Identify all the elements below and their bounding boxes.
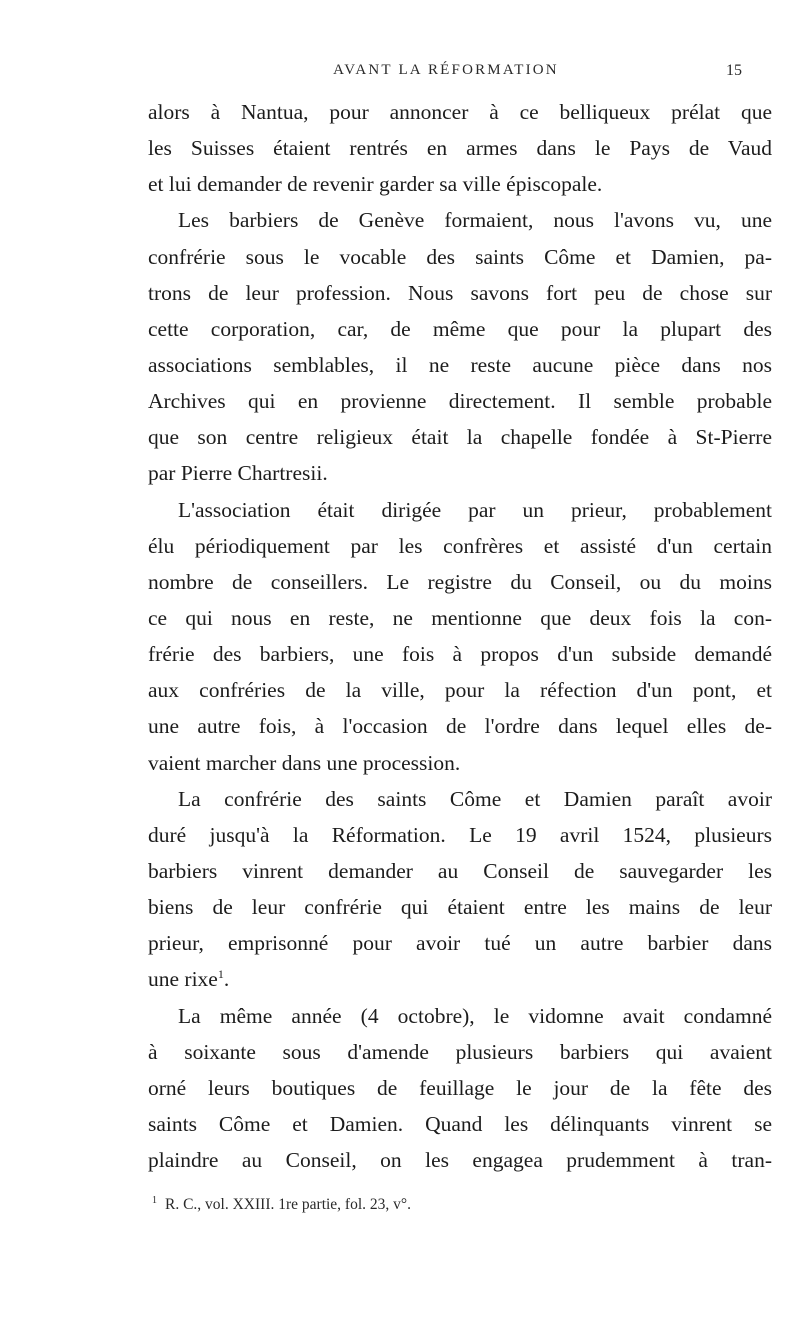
footnote-mark: 1	[152, 1195, 157, 1206]
text-line: cette corporation, car, de même que pour la plupart des	[148, 316, 772, 341]
text-line: nombre de conseillers. Le registre du Conseil, ou du moins	[148, 569, 772, 594]
running-head	[150, 62, 742, 86]
text-line: alors à Nantua, pour annoncer à ce belliqueux prélat que	[148, 100, 772, 124]
text-line: associations semblables, il ne reste aucune pièce dans nos	[148, 352, 772, 377]
paragraph	[148, 492, 772, 781]
text-line: L'association était dirigée par un prieur, probablement	[178, 497, 772, 522]
paragraph	[148, 202, 772, 491]
text-line: une autre fois, à l'occasion de l'ordre dans lequel elles de-	[148, 714, 772, 739]
paragraph	[148, 998, 772, 1179]
text-line: élu périodiquement par les confrères et assisté d'un certain	[148, 533, 772, 558]
footnote-text: R. C., vol. XXIII. 1re partie, fol. 23, v°.	[165, 1196, 411, 1214]
text-line: par Pierre Chartresii.	[148, 461, 328, 486]
text-line: vaient marcher dans une procession.	[148, 750, 461, 775]
period: .	[223, 967, 230, 992]
text-line: à soixante sous d'amende plusieurs barbiers qui avaient	[148, 1039, 772, 1064]
text-line: La même année (4 octobre), le vidomne avait condamné	[178, 1003, 772, 1028]
footnote-reference[interactable]: 1	[217, 967, 224, 982]
footnote	[152, 1195, 411, 1214]
text-line: confrérie sous le vocable des saints Côme et Damien, pa-	[148, 244, 772, 269]
text-line: les Suisses étaient rentrés en armes dans le Pays de Vaud	[148, 136, 772, 161]
text-line: duré jusqu'à la Réformation. Le 19 avril 1524, plusieurs	[148, 822, 772, 847]
text-line: saints Côme et Damien. Quand les délinquants vinrent se	[148, 1111, 772, 1136]
text-line: biens de leur confrérie qui étaient entre les mains de leur	[148, 895, 772, 920]
text-line: frérie des barbiers, une fois à propos d'un subside demandé	[148, 642, 772, 667]
running-title: AVANT LA RÉFORMATION	[333, 62, 559, 78]
text-line	[148, 961, 772, 997]
text-line: orné leurs boutiques de feuillage le jour de la fête des	[148, 1075, 772, 1100]
text-line: ce qui nous en reste, ne mentionne que deux fois la con-	[148, 605, 772, 630]
text-line: que son centre religieux était la chapelle fondée à St-Pierre	[148, 425, 772, 450]
text-line: La confrérie des saints Côme et Damien paraît avoir	[178, 786, 772, 811]
text-line-content: une rixe	[148, 967, 218, 992]
text-line: barbiers vinrent demander au Conseil de sauvegarder les	[148, 858, 772, 883]
text-line: aux confréries de la ville, pour la réfection d'un pont, et	[148, 678, 772, 703]
paragraph	[148, 781, 772, 998]
body-text	[148, 94, 772, 1178]
text-line: Archives qui en provienne directement. Il semble probable	[148, 389, 772, 414]
text-line: plaindre au Conseil, on les engagea prudemment à tran-	[148, 1148, 772, 1173]
text-line: prieur, emprisonné pour avoir tué un autre barbier dans	[148, 931, 772, 956]
paragraph	[148, 94, 772, 202]
page-number: 15	[726, 62, 742, 79]
text-line: et lui demander de revenir garder sa ville épiscopale.	[148, 172, 603, 197]
text-line: Les barbiers de Genève formaient, nous l'avons vu, une	[178, 208, 772, 233]
text-line: trons de leur profession. Nous savons fort peu de chose sur	[148, 280, 772, 305]
